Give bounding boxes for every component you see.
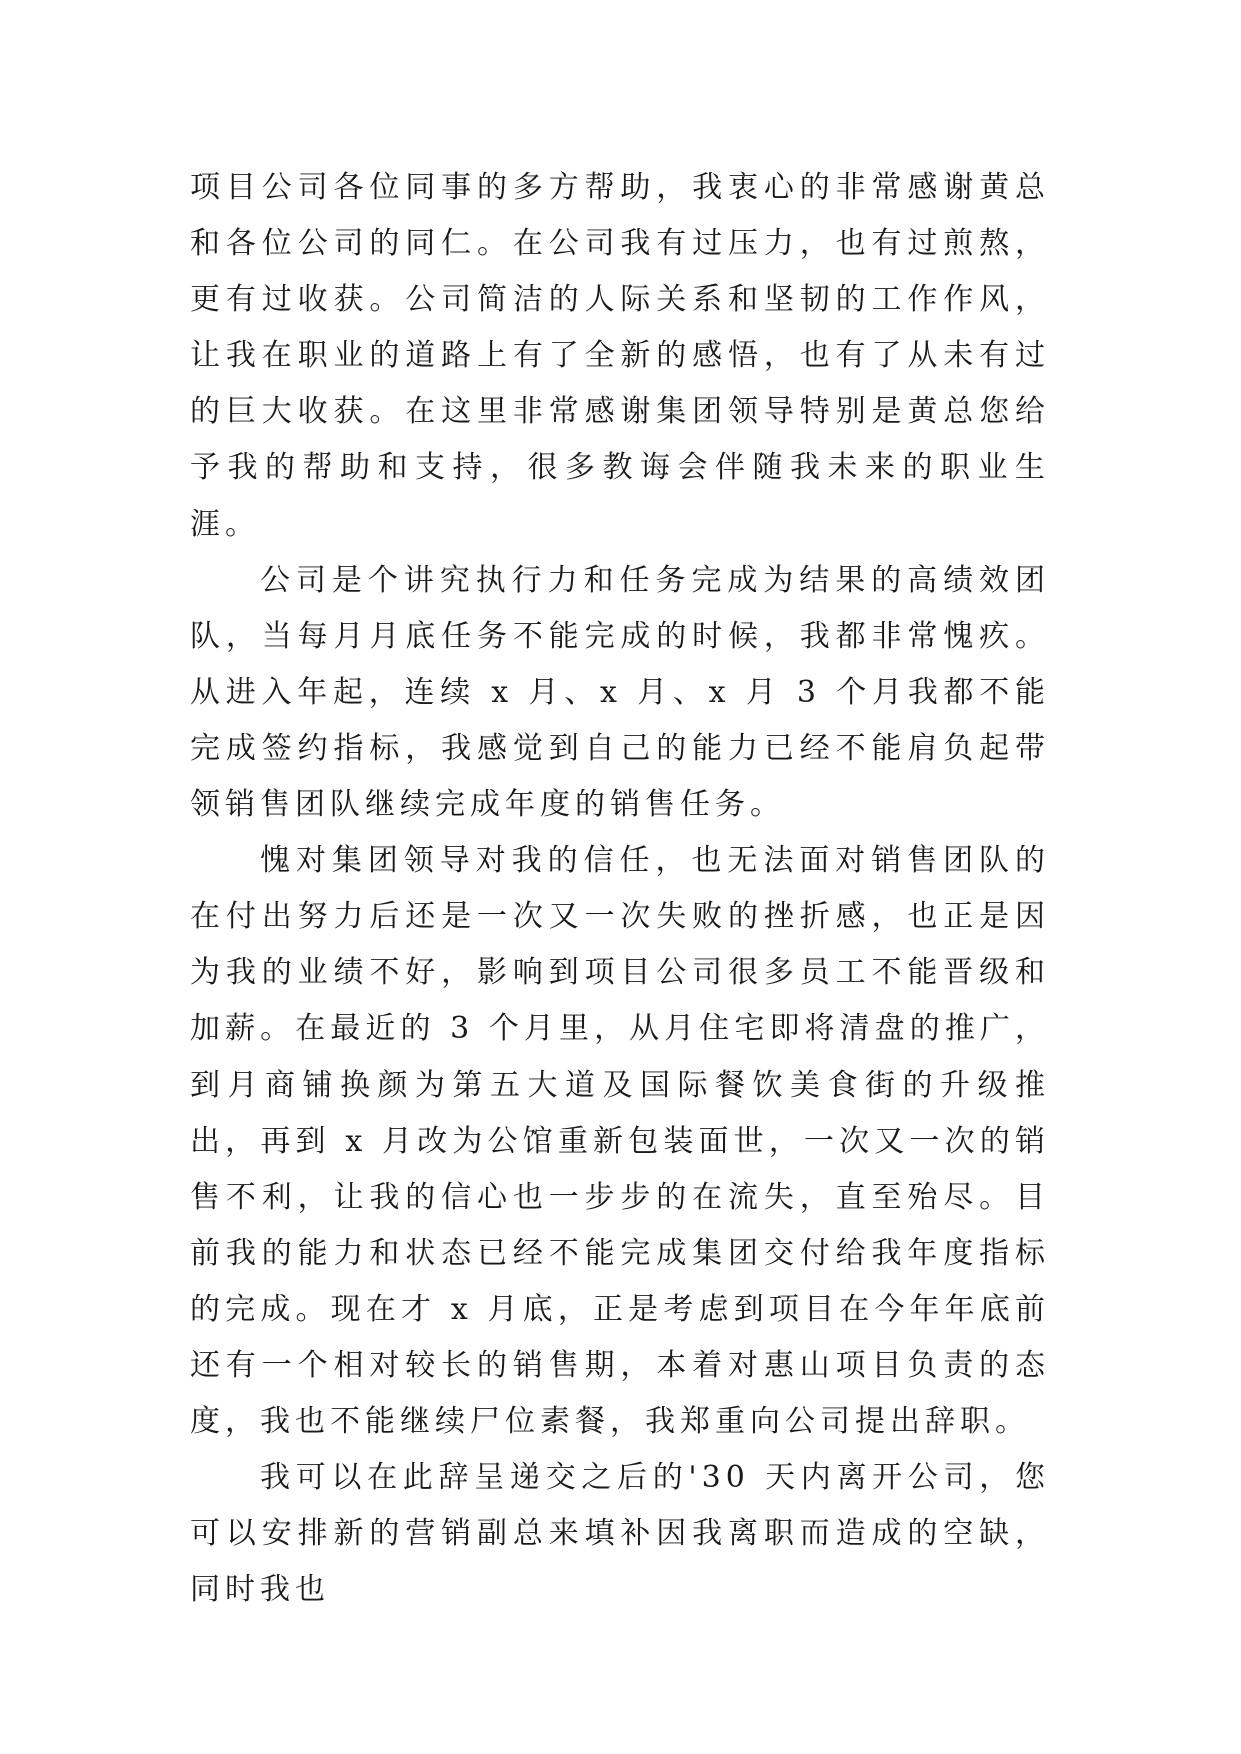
paragraph-performance: 公司是个讲究执行力和任务完成为结果的高绩效团队，当每月月底任务不能完成的时候，我都非常愧疚。从进入年起，连续 x 月、x 月、x 月 3 个月我都不能完成签约指标，我感觉到自己的能力已经不能肩负起带领销售团队继续完成年度的销售任务。 [190, 562, 1050, 823]
paragraph-notice-period: 我可以在此辞呈递交之后的'30 天内离开公司，您可以安排新的营销副总来填补因我离职而造成的空缺，同时我也 [190, 1460, 1050, 1608]
document-body [190, 160, 1050, 1618]
paragraph-gratitude: 项目公司各位同事的多方帮助，我衷心的非常感谢黄总和各位公司的同仁。在公司我有过压力，也有过煎熬，更有过收获。公司简洁的人际关系和坚韧的工作作风，让我在职业的道路上有了全新的感悟，也有了从未有过的巨大收获。在这里非常感谢集团领导特别是黄总您给予我的帮助和支持，很多教诲会伴随我未来的职业生涯。 [190, 170, 1050, 542]
paragraph-resignation-reason: 愧对集团领导对我的信任，也无法面对销售团队的在付出努力后还是一次又一次失败的挫折感，也正是因为我的业绩不好，影响到项目公司很多员工不能晋级和加薪。在最近的 3 个月里，从月住宅即将清盘的推广，到月商铺换颜为第五大道及国际餐饮美食街的升级推出，再到 x 月改为公馆重新包装面世，一次又一次的销售不利，让我的信心也一步步的在流失，直至殆尽。目前我的能力和状态已经不能完成集团交付给我年度指标的完成。现在才 x 月底，正是考虑到项目在今年年底前还有一个相对较长的销售期，本着对惠山项目负责的态度，我也不能继续尸位素餐，我郑重向公司提出辞职。 [190, 843, 1050, 1440]
